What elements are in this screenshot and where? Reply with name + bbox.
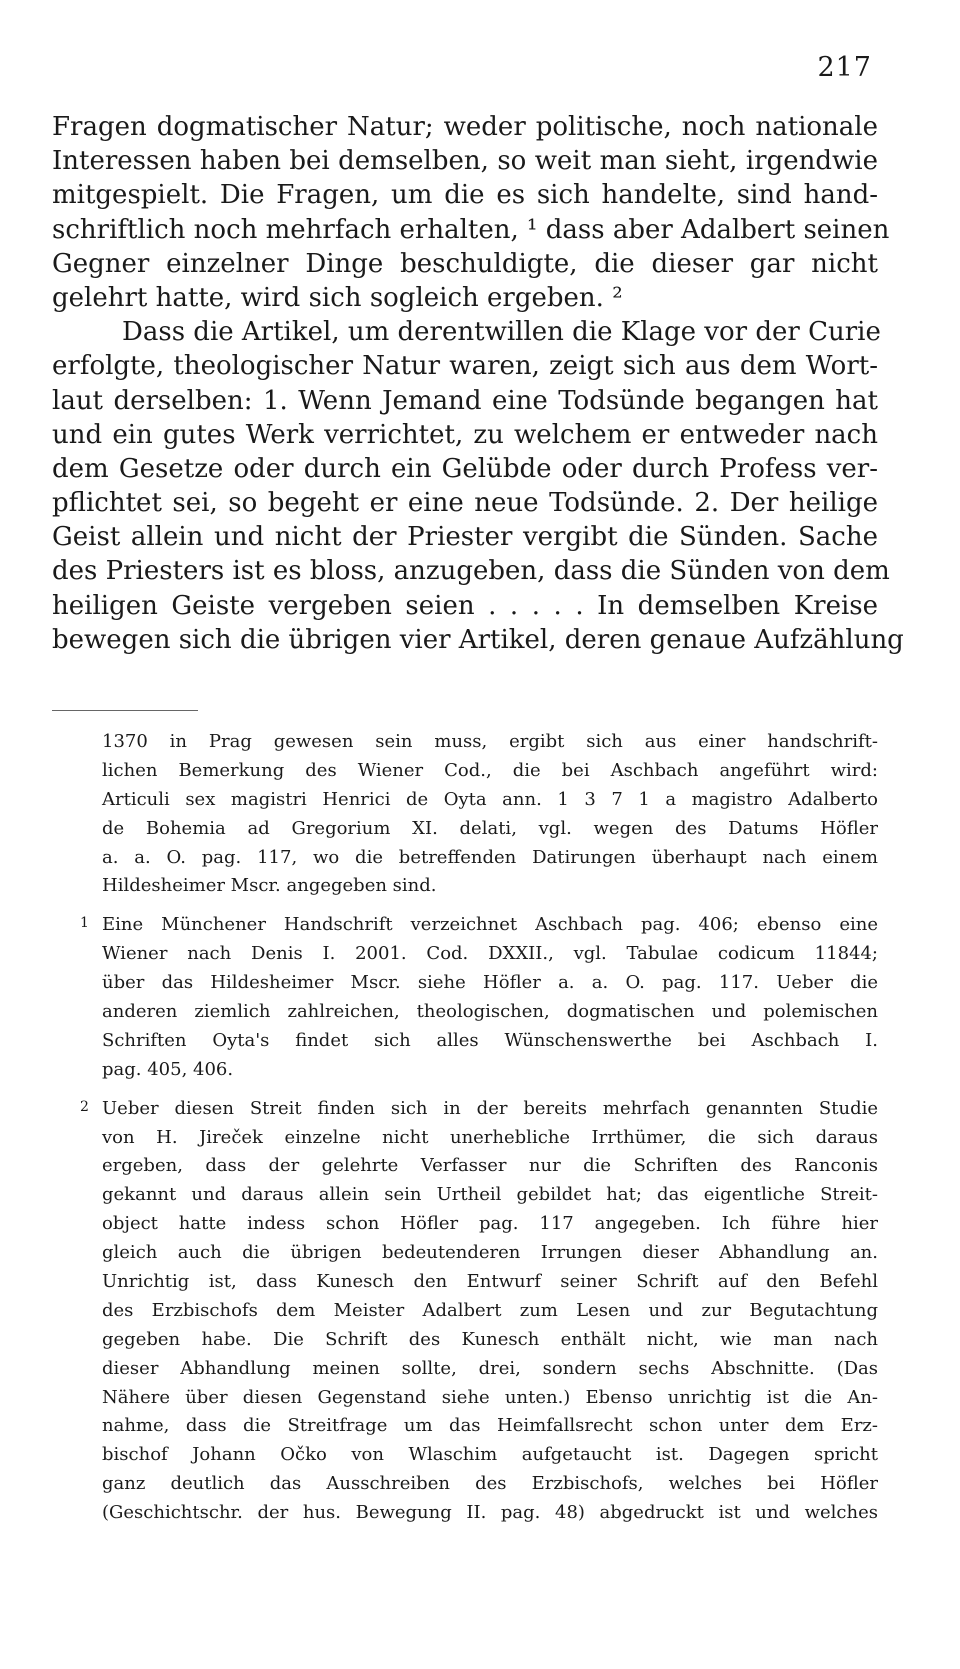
footnote-line: dieser Abhandlung meinen sollte, drei, sondern sechs Abschnitte. (Das <box>102 1357 878 1379</box>
footnote-line: Nähere über diesen Gegenstand siehe unten.) Ebenso unrichtig ist die An- <box>102 1386 878 1408</box>
footnote-line: lichen Bemerkung des Wiener Cod., die bei Aschbach angeführt wird: <box>102 759 878 781</box>
body-line: Geist allein und nicht der Priester vergibt die Sünden. Sache <box>52 522 878 553</box>
footnote-line: von H. Jireček einzelne nicht unerhebliche Irrthümer, die sich daraus <box>102 1126 878 1148</box>
footnote-line: 1370 in Prag gewesen sein muss, ergibt sich aus einer handschrift- <box>102 731 878 752</box>
body-line: Dass die Artikel, um derentwillen die Klage vor der Curie <box>122 317 881 348</box>
footnote-line: über das Hildesheimer Mscr. siehe Höfler a. a. O. pag. 117. Ueber die <box>102 972 878 994</box>
footnote-rule <box>52 710 198 711</box>
footnote-line: ganz deutlich das Ausschreiben des Erzbischofs, welches bei Höfler <box>102 1473 878 1495</box>
body-line: Interessen haben bei demselben, so weit man sieht, irgendwie <box>52 146 878 177</box>
body-line: pflichtet sei, so begeht er eine neue Todsünde. 2. Der heilige <box>52 488 878 519</box>
body-line: gelehrt hatte, wird sich sogleich ergeben. ² <box>52 282 623 313</box>
footnote-line: Wiener nach Denis I. 2001. Cod. DXXII., vgl. Tabulae codicum 11844; <box>102 943 878 965</box>
footnote-line: des Erzbischofs dem Meister Adalbert zum Lesen und zur Begutachtung <box>102 1299 878 1321</box>
footnote-line: gleich auch die übrigen bedeutenderen Irrungen dieser Abhandlung an. <box>102 1242 878 1264</box>
body-line: mitgespielt. Die Fragen, um die es sich handelte, sind hand- <box>52 180 878 211</box>
body-line: heiligen Geiste vergeben seien . . . . . In demselben Kreise <box>52 590 878 621</box>
body-line: bewegen sich die übrigen vier Artikel, deren genaue Aufzählung <box>52 624 904 655</box>
footnote-line: ergeben, dass der gelehrte Verfasser nur die Schriften des Ranconis <box>102 1155 878 1177</box>
footnote-line: gegeben habe. Die Schrift des Kunesch enthält nicht, wie man nach <box>102 1328 878 1350</box>
footnote-marker: 1 <box>80 915 89 932</box>
body-line: Fragen dogmatischer Natur; weder politische, noch nationale <box>52 112 878 142</box>
footnote-line: Ueber diesen Streit finden sich in der bereits mehrfach genannten Studie <box>102 1097 878 1119</box>
footnote-line: Unrichtig ist, dass Kunesch den Entwurf seiner Schrift auf den Befehl <box>102 1271 878 1293</box>
body-line: und ein gutes Werk verrichtet, zu welchem er entweder nach <box>52 419 878 450</box>
footnote-line: (Geschichtschr. der hus. Bewegung II. pag. 48) abgedruckt ist und welches <box>102 1502 878 1524</box>
footnote-marker: 2 <box>80 1098 89 1115</box>
footnote <box>80 911 878 1084</box>
footnote <box>80 1095 878 1528</box>
footnote-line: a. a. O. pag. 117, wo die betreffenden Datirungen überhaupt nach einem <box>102 846 878 868</box>
body-line: schriftlich noch mehrfach erhalten, ¹ dass aber Adalbert seinen <box>52 214 890 245</box>
footnote-line: gekannt und daraus allein sein Urtheil gebildet hat; das eigentliche Streit- <box>102 1184 878 1206</box>
body-line: erfolgte, theologischer Natur waren, zeigt sich aus dem Wort- <box>52 351 878 382</box>
footnote-line: nahme, dass die Streitfrage um das Heimfallsrecht schon unter dem Erz- <box>102 1415 878 1437</box>
body-line: des Priesters ist es bloss, anzugeben, dass die Sünden von dem <box>52 556 890 587</box>
footnote-line: Hildesheimer Mscr. angegeben sind. <box>102 875 437 897</box>
body-line: laut derselben: 1. Wenn Jemand eine Todsünde begangen hat <box>52 385 878 416</box>
main-text <box>52 110 904 657</box>
footnote <box>80 728 878 901</box>
footnote-line: Eine Münchener Handschrift verzeichnet Aschbach pag. 406; ebenso eine <box>102 914 878 936</box>
footnote-line: de Bohemia ad Gregorium XI. delati, vgl. wegen des Datums Höfler <box>102 817 878 839</box>
page-number: 217 <box>817 52 872 83</box>
footnote-line: pag. 405, 406. <box>102 1058 234 1080</box>
body-line: dem Gesetze oder durch ein Gelübde oder durch Profess ver- <box>52 453 878 484</box>
footnote-line: Articuli sex magistri Henrici de Oyta ann. 1 3 7 1 a magistro Adalberto <box>102 788 878 810</box>
footnote-line: bischof Johann Očko von Wlaschim aufgetaucht ist. Dagegen spricht <box>102 1444 878 1466</box>
footnote-line: Schriften Oyta's findet sich alles Wünschenswerthe bei Aschbach I. <box>102 1029 878 1051</box>
footnote-line: object hatte indess schon Höfler pag. 117 angegeben. Ich führe hier <box>102 1213 878 1235</box>
footnote-line: anderen ziemlich zahlreichen, theologischen, dogmatischen und polemischen <box>102 1001 878 1023</box>
body-line: Gegner einzelner Dinge beschuldigte, die dieser gar nicht <box>52 248 878 279</box>
footnotes <box>80 728 878 1538</box>
